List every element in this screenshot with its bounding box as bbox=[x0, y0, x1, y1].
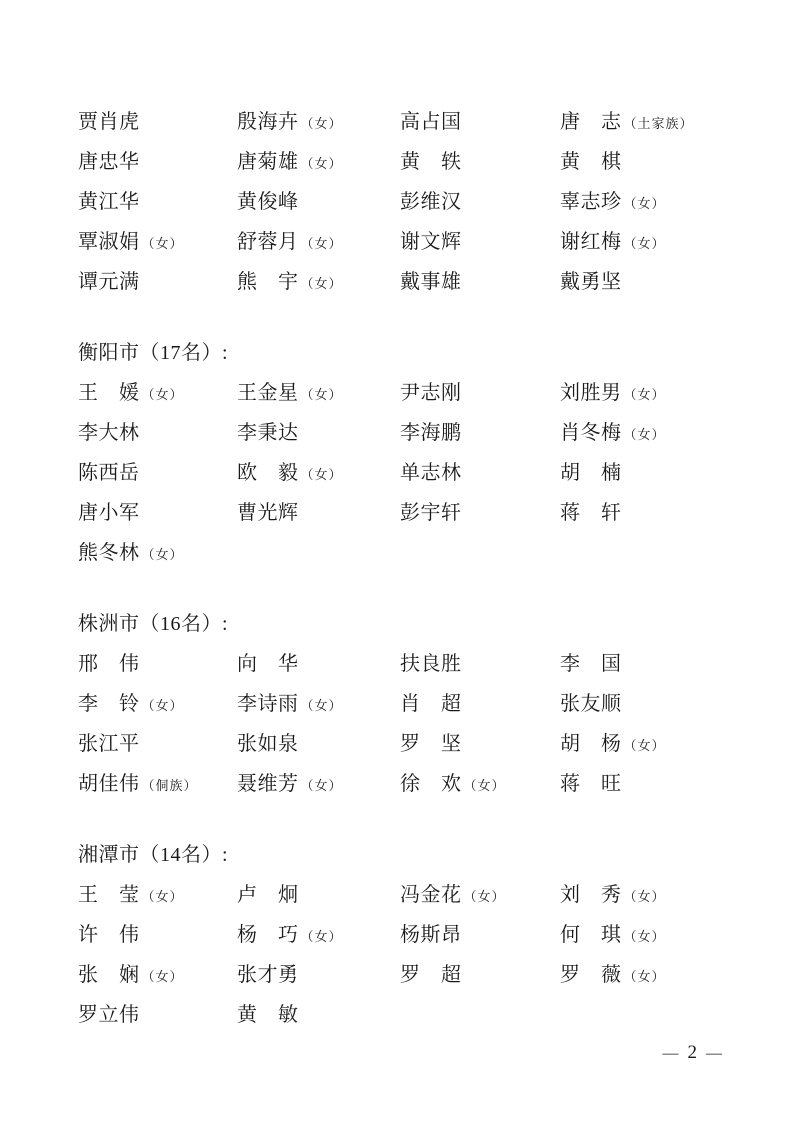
gender-ethnicity-suffix: （女） bbox=[300, 698, 343, 713]
name-cell bbox=[560, 764, 736, 806]
name-cell bbox=[237, 142, 400, 184]
person-name: 李大林 bbox=[78, 422, 140, 444]
gender-ethnicity-suffix: （女） bbox=[623, 387, 666, 402]
person-name: 邢 伟 bbox=[78, 653, 140, 675]
person-name: 张才勇 bbox=[237, 964, 299, 986]
name-row bbox=[78, 915, 736, 955]
person-name: 罗 薇 bbox=[560, 964, 622, 986]
gender-ethnicity-suffix: （女） bbox=[141, 387, 184, 402]
name-cell bbox=[237, 764, 400, 806]
name-cell bbox=[400, 413, 560, 455]
name-cell bbox=[560, 493, 736, 535]
person-name: 聂维芳 bbox=[237, 773, 299, 795]
person-name: 胡 杨 bbox=[560, 733, 622, 755]
person-name: 冯金花 bbox=[400, 884, 462, 906]
gender-ethnicity-suffix: （女） bbox=[300, 467, 343, 482]
person-name: 曹光辉 bbox=[237, 502, 299, 524]
name-cell bbox=[237, 373, 400, 415]
name-cell bbox=[78, 724, 237, 766]
person-name: 单志林 bbox=[400, 462, 462, 484]
name-cell bbox=[400, 102, 560, 144]
name-row bbox=[78, 724, 736, 764]
person-name: 尹志刚 bbox=[400, 382, 462, 404]
name-cell bbox=[560, 222, 736, 264]
person-name: 杨 巧 bbox=[237, 924, 299, 946]
name-cell bbox=[400, 142, 560, 184]
gender-ethnicity-suffix: （女） bbox=[300, 929, 343, 944]
gender-ethnicity-suffix: （女） bbox=[141, 889, 184, 904]
name-row bbox=[78, 995, 736, 1035]
name-cell bbox=[237, 995, 400, 1037]
name-cell bbox=[560, 142, 736, 184]
person-name: 彭维汉 bbox=[400, 191, 462, 213]
person-name: 蒋 旺 bbox=[560, 773, 622, 795]
name-row bbox=[78, 222, 736, 262]
name-row bbox=[78, 875, 736, 915]
person-name: 王金星 bbox=[237, 382, 299, 404]
person-name: 张如泉 bbox=[237, 733, 299, 755]
person-name: 何 琪 bbox=[560, 924, 622, 946]
gender-ethnicity-suffix: （女） bbox=[623, 196, 666, 211]
gender-ethnicity-suffix: （女） bbox=[300, 156, 343, 171]
name-cell bbox=[560, 182, 736, 224]
name-cell bbox=[78, 493, 237, 535]
name-cell bbox=[78, 373, 237, 415]
page-number: 2 bbox=[687, 1042, 697, 1063]
name-cell bbox=[400, 182, 560, 224]
person-name: 李 铃 bbox=[78, 693, 140, 715]
name-cell bbox=[237, 915, 400, 957]
section-header: 衡阳市（17名）: bbox=[78, 342, 229, 364]
person-name: 杨斯昂 bbox=[400, 924, 462, 946]
name-cell bbox=[78, 995, 237, 1037]
name-row bbox=[78, 533, 736, 573]
person-name: 刘胜男 bbox=[560, 382, 622, 404]
gender-ethnicity-suffix: （女） bbox=[300, 387, 343, 402]
name-row bbox=[78, 955, 736, 995]
name-cell bbox=[237, 182, 400, 224]
name-cell bbox=[400, 915, 560, 957]
person-name: 李诗雨 bbox=[237, 693, 299, 715]
name-cell bbox=[560, 955, 736, 997]
name-cell bbox=[78, 453, 237, 495]
name-cell bbox=[560, 262, 736, 304]
name-cell bbox=[78, 102, 237, 144]
name-cell bbox=[560, 413, 736, 455]
person-name: 扶良胜 bbox=[400, 653, 462, 675]
person-name: 覃淑娟 bbox=[78, 231, 140, 253]
name-cell bbox=[237, 724, 400, 766]
person-name: 向 华 bbox=[237, 653, 299, 675]
person-name: 熊冬林 bbox=[78, 542, 140, 564]
person-name: 肖 超 bbox=[400, 693, 462, 715]
page-footer bbox=[663, 1042, 723, 1064]
section-header: 株洲市（16名）: bbox=[78, 613, 229, 635]
name-cell bbox=[78, 875, 237, 917]
person-name: 罗 超 bbox=[400, 964, 462, 986]
person-name: 唐 志 bbox=[560, 111, 622, 133]
person-name: 罗立伟 bbox=[78, 1004, 140, 1026]
name-cell bbox=[560, 102, 736, 144]
name-cell bbox=[237, 955, 400, 997]
name-cell bbox=[237, 222, 400, 264]
person-name: 王 媛 bbox=[78, 382, 140, 404]
gender-ethnicity-suffix: （女） bbox=[300, 116, 343, 131]
city-section bbox=[78, 102, 736, 302]
gender-ethnicity-suffix: （女） bbox=[623, 236, 666, 251]
name-cell bbox=[237, 493, 400, 535]
name-cell bbox=[400, 262, 560, 304]
gender-ethnicity-suffix: （女） bbox=[300, 276, 343, 291]
name-cell bbox=[78, 955, 237, 997]
city-section bbox=[78, 604, 736, 804]
name-cell bbox=[400, 764, 560, 806]
person-name: 陈西岳 bbox=[78, 462, 140, 484]
name-cell bbox=[560, 453, 736, 495]
name-cell bbox=[400, 373, 560, 415]
gender-ethnicity-suffix: （女） bbox=[623, 738, 666, 753]
city-section bbox=[78, 333, 736, 573]
person-name: 贾肖虎 bbox=[78, 111, 140, 133]
person-name: 熊 宇 bbox=[237, 271, 299, 293]
name-row bbox=[78, 182, 736, 222]
name-cell bbox=[78, 142, 237, 184]
gender-ethnicity-suffix: （女） bbox=[623, 929, 666, 944]
person-name: 黄 棋 bbox=[560, 151, 622, 173]
name-cell bbox=[78, 413, 237, 455]
name-row bbox=[78, 453, 736, 493]
gender-ethnicity-suffix: （女） bbox=[623, 969, 666, 984]
name-cell bbox=[400, 453, 560, 495]
name-row bbox=[78, 684, 736, 724]
name-cell bbox=[78, 684, 237, 726]
name-cell bbox=[237, 102, 400, 144]
person-name: 戴勇坚 bbox=[560, 271, 622, 293]
name-row bbox=[78, 644, 736, 684]
gender-ethnicity-suffix: （女） bbox=[141, 698, 184, 713]
gender-ethnicity-suffix: （女） bbox=[141, 969, 184, 984]
person-name: 胡佳伟 bbox=[78, 773, 140, 795]
person-name: 唐小军 bbox=[78, 502, 140, 524]
name-cell bbox=[78, 915, 237, 957]
name-cell bbox=[560, 644, 736, 686]
person-name: 黄江华 bbox=[78, 191, 140, 213]
name-cell bbox=[78, 182, 237, 224]
person-name: 卢 炯 bbox=[237, 884, 299, 906]
name-row bbox=[78, 493, 736, 533]
name-cell bbox=[400, 875, 560, 917]
person-name: 黄 轶 bbox=[400, 151, 462, 173]
name-cell bbox=[400, 222, 560, 264]
person-name: 蒋 轩 bbox=[560, 502, 622, 524]
gender-ethnicity-suffix: （女） bbox=[623, 427, 666, 442]
name-cell bbox=[560, 915, 736, 957]
name-cell bbox=[78, 222, 237, 264]
name-cell bbox=[560, 724, 736, 766]
person-name: 王 莹 bbox=[78, 884, 140, 906]
name-cell bbox=[237, 413, 400, 455]
name-row bbox=[78, 102, 736, 142]
person-name: 谢文辉 bbox=[400, 231, 462, 253]
person-name: 戴事雄 bbox=[400, 271, 462, 293]
name-cell bbox=[400, 644, 560, 686]
name-row bbox=[78, 373, 736, 413]
gender-ethnicity-suffix: （土家族） bbox=[623, 116, 694, 131]
name-cell bbox=[237, 875, 400, 917]
name-cell bbox=[400, 684, 560, 726]
name-row bbox=[78, 262, 736, 302]
name-cell bbox=[237, 453, 400, 495]
person-name: 谭元满 bbox=[78, 271, 140, 293]
gender-ethnicity-suffix: （女） bbox=[623, 889, 666, 904]
person-name: 唐菊雄 bbox=[237, 151, 299, 173]
person-name: 张江平 bbox=[78, 733, 140, 755]
gender-ethnicity-suffix: （女） bbox=[463, 778, 506, 793]
footer-dash-right: — bbox=[706, 1045, 722, 1062]
name-cell bbox=[237, 262, 400, 304]
person-name: 徐 欢 bbox=[400, 773, 462, 795]
person-name: 殷海卉 bbox=[237, 111, 299, 133]
name-cell bbox=[400, 724, 560, 766]
person-name: 胡 楠 bbox=[560, 462, 622, 484]
person-name: 高占国 bbox=[400, 111, 462, 133]
person-name: 黄 敏 bbox=[237, 1004, 299, 1026]
name-row bbox=[78, 413, 736, 453]
name-cell bbox=[400, 955, 560, 997]
person-name: 张友顺 bbox=[560, 693, 622, 715]
gender-ethnicity-suffix: （女） bbox=[463, 889, 506, 904]
name-cell bbox=[560, 875, 736, 917]
name-cell bbox=[78, 644, 237, 686]
person-name: 李秉达 bbox=[237, 422, 299, 444]
person-name: 张 娴 bbox=[78, 964, 140, 986]
person-name: 辜志珍 bbox=[560, 191, 622, 213]
name-cell bbox=[78, 764, 237, 806]
name-cell bbox=[237, 684, 400, 726]
person-name: 许 伟 bbox=[78, 924, 140, 946]
person-name: 肖冬梅 bbox=[560, 422, 622, 444]
gender-ethnicity-suffix: （女） bbox=[300, 236, 343, 251]
name-cell bbox=[78, 533, 237, 575]
person-name: 舒蓉月 bbox=[237, 231, 299, 253]
person-name: 罗 坚 bbox=[400, 733, 462, 755]
person-name: 谢红梅 bbox=[560, 231, 622, 253]
gender-ethnicity-suffix: （女） bbox=[300, 778, 343, 793]
section-header: 湘潭市（14名）: bbox=[78, 844, 229, 866]
name-cell bbox=[560, 684, 736, 726]
gender-ethnicity-suffix: （侗族） bbox=[141, 778, 198, 793]
person-name: 欧 毅 bbox=[237, 462, 299, 484]
name-list-document bbox=[78, 102, 736, 1035]
gender-ethnicity-suffix: （女） bbox=[141, 547, 184, 562]
person-name: 唐忠华 bbox=[78, 151, 140, 173]
person-name: 黄俊峰 bbox=[237, 191, 299, 213]
name-row bbox=[78, 764, 736, 804]
person-name: 李 国 bbox=[560, 653, 622, 675]
city-section bbox=[78, 835, 736, 1035]
gender-ethnicity-suffix: （女） bbox=[141, 236, 184, 251]
name-cell bbox=[560, 373, 736, 415]
name-row bbox=[78, 142, 736, 182]
name-cell bbox=[237, 644, 400, 686]
person-name: 李海鹏 bbox=[400, 422, 462, 444]
person-name: 刘 秀 bbox=[560, 884, 622, 906]
person-name: 彭宇轩 bbox=[400, 502, 462, 524]
name-cell bbox=[78, 262, 237, 304]
footer-dash-left: — bbox=[662, 1045, 679, 1062]
name-cell bbox=[400, 493, 560, 535]
